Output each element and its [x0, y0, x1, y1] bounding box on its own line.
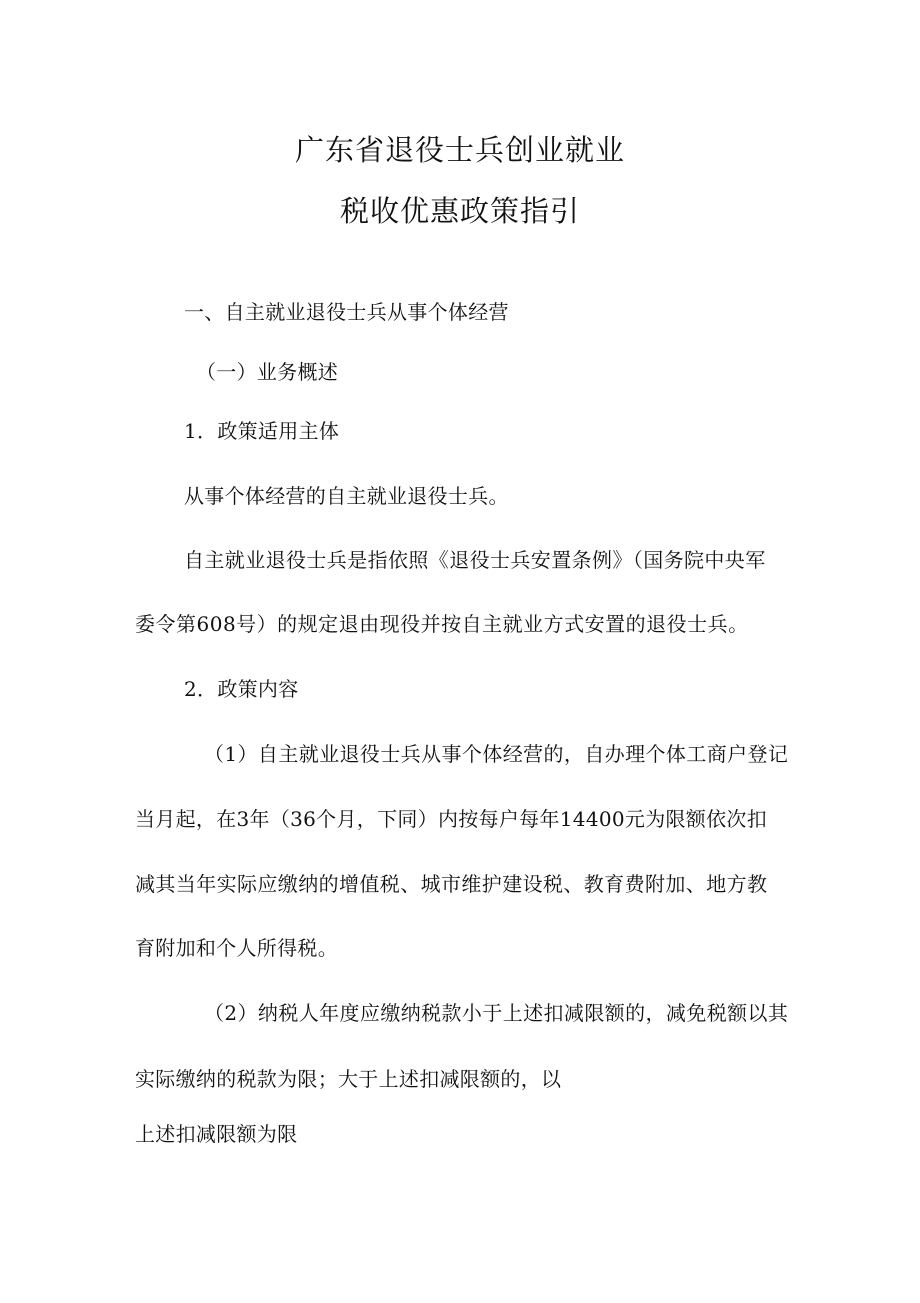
item-heading-2: 2．政策内容: [184, 677, 299, 701]
item-heading-1: 1．政策适用主体: [184, 419, 340, 443]
document-title-line-1: 广东省退役士兵创业就业: [294, 133, 625, 167]
paragraph-line: 实际缴纳的税款为限；大于上述扣减限额的，以: [135, 1067, 562, 1091]
subsection-heading: （一）业务概述: [196, 360, 339, 384]
paragraph-line: 减其当年实际应缴纳的增值税、城市维护建设税、教育费附加、地方教: [135, 872, 768, 896]
paragraph-line: 当月起，在3年（36个月，下同）内按每户每年14400元为限额依次扣: [135, 807, 767, 831]
paragraph-line: 育附加和个人所得税。: [135, 936, 338, 960]
section-heading: 一、自主就业退役士兵从事个体经营: [184, 300, 509, 324]
paragraph-line: 从事个体经营的自主就业退役士兵。: [184, 484, 509, 508]
paragraph-line: 自主就业退役士兵是指依照《退役士兵安置条例》（国务院中央军: [184, 548, 766, 572]
document-title-line-2: 税收优惠政策指引: [339, 194, 580, 228]
paragraph-line: （2）纳税人年度应缴纳税款小于上述扣减限额的，减免税额以其: [204, 1001, 789, 1025]
paragraph-line: 上述扣减限额为限: [135, 1122, 298, 1146]
paragraph-line: 委令第608号）的规定退由现役并按自主就业方式安置的退役士兵。: [135, 612, 749, 636]
paragraph-line: （1）自主就业退役士兵从事个体经营的，自办理个体工商户登记: [204, 742, 789, 766]
